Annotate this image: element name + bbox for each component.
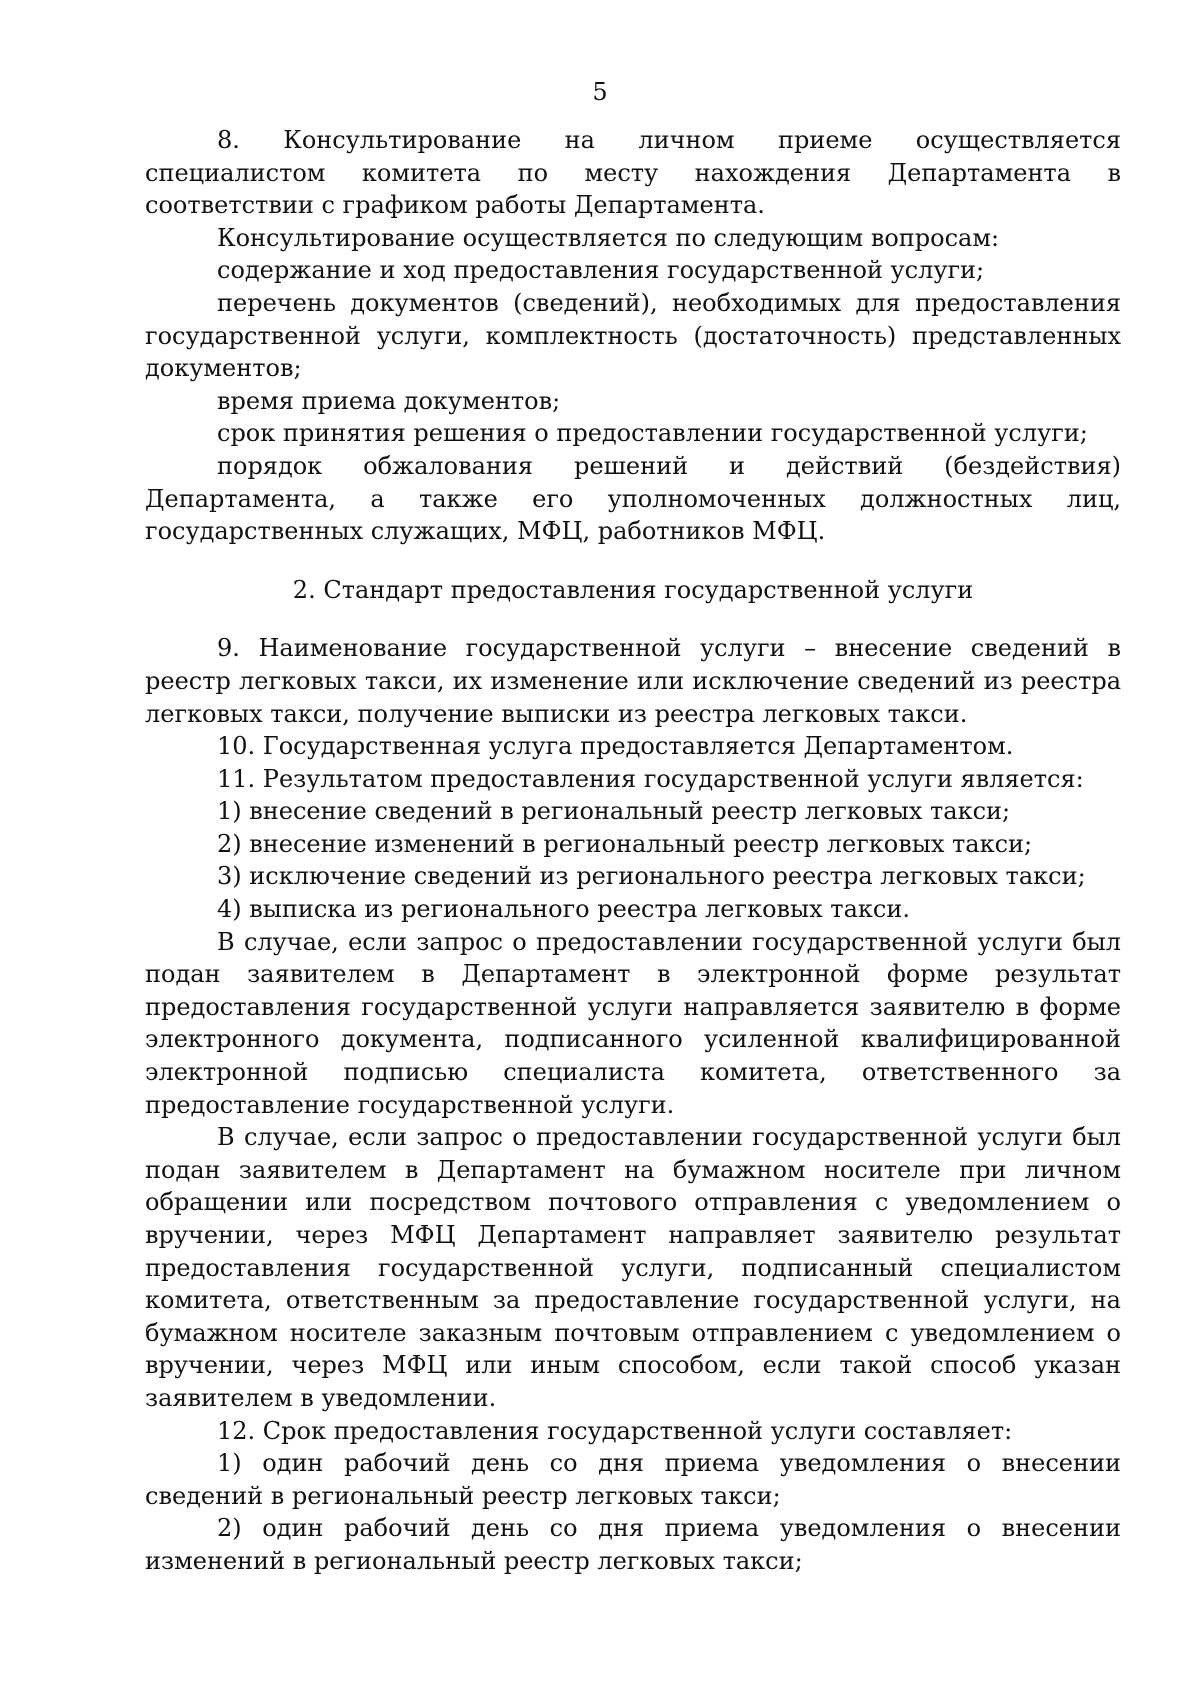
paragraph: В случае, если запрос о предоставлении государственной услуги был подан заявителем в Департамент в электронной форме результат предоставления государственной услуги направляется заявителю в форме электронного документа, подписанного усиленной квалифицированной электронной подписью специалиста комитета, ответственного за предоставление государственной услуги. xyxy=(145,927,1121,1119)
page-number: 5 xyxy=(592,78,608,106)
paragraph: Консультирование осуществляется по следующим вопросам: xyxy=(217,223,1000,252)
paragraph: 1) внесение сведений в региональный реестр легковых такси; xyxy=(217,797,1011,826)
section-heading: 2. Стандарт предоставления государственной услуги xyxy=(292,575,974,604)
paragraph: 1) один рабочий день со дня приема уведомления о внесении сведений в региональный реестр легковых такси; xyxy=(145,1449,1121,1510)
paragraph: 3) исключение сведений из регионального реестра легковых такси; xyxy=(217,862,1086,891)
paragraph: перечень документов (сведений), необходимых для предоставления государственной услуги, комплектность (достаточность) представленных документов; xyxy=(145,288,1121,383)
paragraphs-after xyxy=(145,632,1121,1577)
paragraph: В случае, если запрос о предоставлении государственной услуги был подан заявителем в Департамент на бумажном носителе при личном обращении или посредством почтового отправления с уведомлением о вручении, через МФЦ Департамент направляет заявителю результат предоставления государственной услуги, подписанный специалистом комитета, ответственным за предоставление государственной услуги, на бумажном носителе заказным почтовым отправлением с уведомлением о вручении, через МФЦ или иным способом, если такой способ указан заявителем в уведомлении. xyxy=(145,1123,1121,1412)
paragraph: 10. Государственная услуга предоставляется Департаментом. xyxy=(217,732,1014,761)
paragraph: 11. Результатом предоставления государственной услуги является: xyxy=(217,764,1084,793)
paragraph: порядок обжалования решений и действий (бездействия) Департамента, а также его уполномоченных должностных лиц, государственных служащих, МФЦ, работников МФЦ. xyxy=(145,451,1121,546)
paragraphs-before xyxy=(145,124,1121,548)
paragraph: содержание и ход предоставления государственной услуги; xyxy=(217,256,985,285)
paragraph: время приема документов; xyxy=(217,386,561,415)
paragraph: 9. Наименование государственной услуги – внесение сведений в реестр легковых такси, их изменение или исключение сведений из реестра легковых такси, получение выписки из реестра легковых такси. xyxy=(145,634,1121,728)
paragraph: 12. Срок предоставления государственной услуги составляет: xyxy=(217,1416,1013,1445)
document-body xyxy=(145,124,1121,1578)
paragraph: срок принятия решения о предоставлении государственной услуги; xyxy=(217,419,1088,448)
paragraph: 4) выписка из регионального реестра легковых такси. xyxy=(217,895,910,924)
paragraph: 2) внесение изменений в региональный реестр легковых такси; xyxy=(217,829,1033,858)
paragraph: 8. Консультирование на личном приеме осуществляется специалистом комитета по месту нахождения Департамента в соответствии с графиком работы Департамента. xyxy=(145,126,1121,220)
paragraph: 2) один рабочий день со дня приема уведомления о внесении изменений в региональный реестр легковых такси; xyxy=(145,1514,1121,1575)
